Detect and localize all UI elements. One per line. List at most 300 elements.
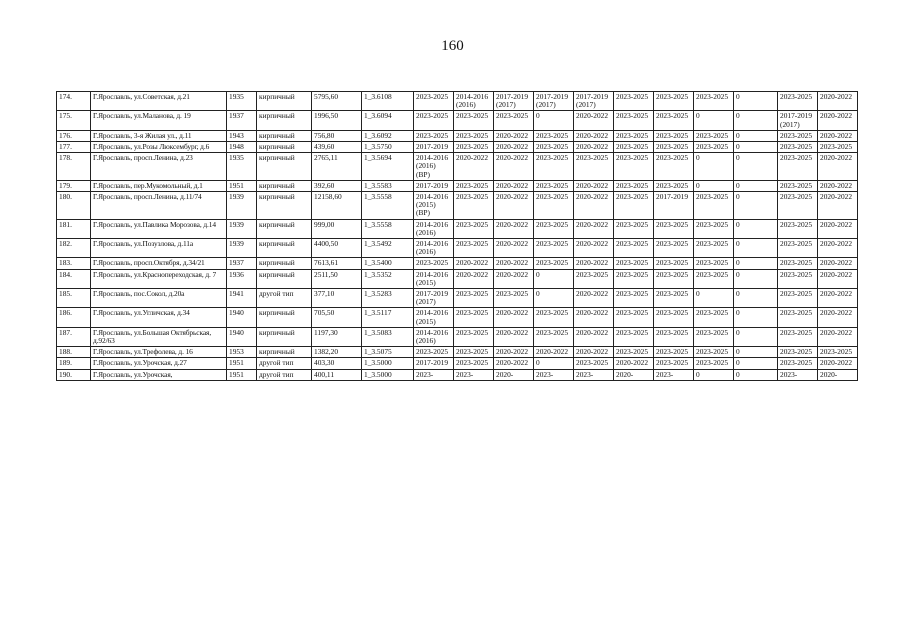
table-row (57, 258, 858, 269)
repair-period-cell: 2020-2022 (574, 347, 614, 358)
repair-period-cell: 2023-2025 (654, 180, 694, 191)
repair-period-cell: 2023-2025 (654, 153, 694, 181)
total-area-cell: 2765,11 (312, 153, 362, 181)
build-year-cell: 1939 (227, 239, 257, 258)
repair-period-cell: 2014-2016 (2015) (414, 308, 454, 327)
building-code-cell: 1_3.6094 (362, 111, 414, 130)
repair-period-cell: 2023-2025 (654, 358, 694, 369)
repair-period-cell: 2023-2025 (534, 258, 574, 269)
table-row (57, 269, 858, 288)
repair-period-cell: 2023-2025 (778, 327, 818, 346)
building-code-cell: 1_3.5583 (362, 180, 414, 191)
repair-period-cell: 2020-2022 (534, 347, 574, 358)
build-year-cell: 1940 (227, 327, 257, 346)
build-year-cell: 1936 (227, 269, 257, 288)
address-cell: Г.Ярославль, пер.Мукомольный, д.1 (91, 180, 227, 191)
building-code-cell: 1_3.6092 (362, 130, 414, 141)
wall-material-cell: кирпичный (257, 327, 312, 346)
repair-period-cell: 2020-2022 (494, 258, 534, 269)
address-cell: Г.Ярославль, ул.Позузлова, д.11а (91, 239, 227, 258)
repair-period-cell: 2020-2022 (818, 92, 858, 111)
build-year-cell: 1941 (227, 289, 257, 308)
total-area-cell: 403,30 (312, 358, 362, 369)
address-cell: Г.Ярославль, ул.Советская, д.21 (91, 92, 227, 111)
repair-period-cell: 2020-2022 (614, 358, 654, 369)
repair-period-cell: 2023-2025 (654, 142, 694, 153)
repair-period-cell: 2020-2022 (494, 219, 534, 238)
repair-period-cell: 0 (694, 289, 734, 308)
repair-period-cell: 2020-2022 (494, 327, 534, 346)
repair-period-cell: 0 (734, 111, 778, 130)
wall-material-cell: кирпичный (257, 239, 312, 258)
row-number-cell: 187. (57, 327, 91, 346)
repair-period-cell: 2023-2025 (614, 327, 654, 346)
table-row (57, 347, 858, 358)
repair-period-cell: 0 (734, 130, 778, 141)
repair-period-cell: 2020-2022 (574, 180, 614, 191)
building-code-cell: 1_3.5083 (362, 327, 414, 346)
repair-period-cell: 0 (734, 92, 778, 111)
repair-period-cell: 2023-2025 (654, 111, 694, 130)
repair-period-cell: 2020-2022 (494, 347, 534, 358)
repair-period-cell: 2023-2025 (694, 130, 734, 141)
row-number-cell: 180. (57, 192, 91, 220)
repair-period-cell: 2020-2022 (574, 142, 614, 153)
repair-period-cell: 0 (534, 111, 574, 130)
row-number-cell: 179. (57, 180, 91, 191)
repair-period-cell: 2023- (414, 369, 454, 380)
repair-period-cell: 2020-2022 (818, 327, 858, 346)
repair-period-cell: 2023-2025 (654, 289, 694, 308)
address-cell: Г.Ярославль, ул.Краснопереходская, д. 7 (91, 269, 227, 288)
repair-period-cell: 2023-2025 (778, 130, 818, 141)
repair-period-cell: 2023-2025 (694, 92, 734, 111)
repair-period-cell: 2014-2016 (2016) (ВР) (414, 153, 454, 181)
building-code-cell: 1_3.6108 (362, 92, 414, 111)
repair-period-cell: 2020-2022 (494, 153, 534, 181)
repair-period-cell: 2020-2022 (574, 219, 614, 238)
total-area-cell: 1382,20 (312, 347, 362, 358)
repair-period-cell: 2023-2025 (694, 358, 734, 369)
repair-period-cell: 2020-2022 (818, 289, 858, 308)
table-row (57, 192, 858, 220)
repair-period-cell: 0 (734, 219, 778, 238)
address-cell: Г.Ярославль, просп.Октября, д.34/21 (91, 258, 227, 269)
repair-period-cell: 2020- (494, 369, 534, 380)
repair-period-cell: 2023-2025 (654, 347, 694, 358)
wall-material-cell: кирпичный (257, 258, 312, 269)
repair-period-cell: 2023-2025 (778, 269, 818, 288)
build-year-cell: 1939 (227, 219, 257, 238)
row-number-cell: 189. (57, 358, 91, 369)
repair-period-cell: 0 (734, 358, 778, 369)
repair-period-cell: 2023-2025 (694, 142, 734, 153)
build-year-cell: 1951 (227, 358, 257, 369)
table-row (57, 369, 858, 380)
building-code-cell: 1_3.5352 (362, 269, 414, 288)
row-number-cell: 188. (57, 347, 91, 358)
repair-period-cell: 2023-2025 (534, 130, 574, 141)
row-number-cell: 174. (57, 92, 91, 111)
repair-period-cell: 2023-2025 (778, 192, 818, 220)
repair-period-cell: 2020- (614, 369, 654, 380)
repair-period-cell: 2023-2025 (694, 192, 734, 220)
repair-period-cell: 2020-2022 (574, 289, 614, 308)
wall-material-cell: другой тип (257, 358, 312, 369)
repair-period-cell: 2023-2025 (654, 269, 694, 288)
repair-period-cell: 2020- (818, 369, 858, 380)
table-row (57, 180, 858, 191)
repair-period-cell: 2023-2025 (778, 308, 818, 327)
total-area-cell: 7613,61 (312, 258, 362, 269)
address-cell: Г.Ярославль, ул.Маланова, д. 19 (91, 111, 227, 130)
repair-period-cell: 2020-2022 (574, 308, 614, 327)
repair-period-cell: 2023-2025 (778, 358, 818, 369)
address-cell: Г.Ярославль, ул.Урочская, (91, 369, 227, 380)
repair-period-cell: 2023-2025 (654, 327, 694, 346)
table-row (57, 219, 858, 238)
total-area-cell: 1197,30 (312, 327, 362, 346)
wall-material-cell: кирпичный (257, 130, 312, 141)
repair-period-cell: 2020-2022 (574, 327, 614, 346)
repair-period-cell: 2023-2025 (534, 327, 574, 346)
wall-material-cell: кирпичный (257, 142, 312, 153)
row-number-cell: 178. (57, 153, 91, 181)
repair-period-cell: 2020-2022 (494, 130, 534, 141)
building-code-cell: 1_3.5558 (362, 219, 414, 238)
repair-period-cell: 2023-2025 (454, 358, 494, 369)
address-cell: Г.Ярославль, 3-я Жилая ул., д.11 (91, 130, 227, 141)
repair-period-cell: 2020-2022 (574, 239, 614, 258)
repair-period-cell: 2023-2025 (654, 219, 694, 238)
repair-period-cell: 2014-2016 (2015) (ВР) (414, 192, 454, 220)
wall-material-cell: кирпичный (257, 219, 312, 238)
repair-period-cell: 2017-2019 (2017) (494, 92, 534, 111)
repair-period-cell: 2023-2025 (694, 308, 734, 327)
repair-period-cell: 2020-2022 (574, 111, 614, 130)
table-body (57, 92, 858, 381)
repair-period-cell: 2023-2025 (614, 219, 654, 238)
build-year-cell: 1943 (227, 130, 257, 141)
total-area-cell: 4400,50 (312, 239, 362, 258)
wall-material-cell: другой тип (257, 289, 312, 308)
repair-period-cell: 2023-2025 (614, 92, 654, 111)
total-area-cell: 12158,60 (312, 192, 362, 220)
address-cell: Г.Ярославль, просп.Ленина, д.11/74 (91, 192, 227, 220)
repair-period-cell: 2023-2025 (454, 308, 494, 327)
building-code-cell: 1_3.5400 (362, 258, 414, 269)
repair-period-cell: 2023-2025 (614, 180, 654, 191)
repair-period-cell: 2017-2019 (2017) (574, 92, 614, 111)
repair-period-cell: 2020-2022 (494, 358, 534, 369)
repair-period-cell: 2020-2022 (494, 308, 534, 327)
repair-period-cell: 2023-2025 (534, 219, 574, 238)
address-cell: Г.Ярославль, ул.Угличская, д.34 (91, 308, 227, 327)
wall-material-cell: кирпичный (257, 180, 312, 191)
repair-period-cell: 2017-2019 (654, 192, 694, 220)
total-area-cell: 1996,50 (312, 111, 362, 130)
repair-period-cell: 2020-2022 (818, 258, 858, 269)
repair-period-cell: 2020-2022 (818, 111, 858, 130)
build-year-cell: 1948 (227, 142, 257, 153)
build-year-cell: 1935 (227, 92, 257, 111)
row-number-cell: 183. (57, 258, 91, 269)
repair-period-cell: 2023-2025 (614, 258, 654, 269)
repair-period-cell: 2017-2019 (2017) (414, 289, 454, 308)
wall-material-cell: кирпичный (257, 347, 312, 358)
total-area-cell: 5795,60 (312, 92, 362, 111)
repair-period-cell: 0 (694, 369, 734, 380)
repair-period-cell: 2023-2025 (694, 347, 734, 358)
wall-material-cell: кирпичный (257, 308, 312, 327)
repair-period-cell: 2023-2025 (454, 239, 494, 258)
repair-period-cell: 2023-2025 (778, 142, 818, 153)
table-row (57, 142, 858, 153)
building-code-cell: 1_3.5000 (362, 369, 414, 380)
repair-period-cell: 2020-2022 (494, 269, 534, 288)
repair-period-cell: 2023-2025 (454, 192, 494, 220)
repair-period-cell: 2017-2019 (414, 180, 454, 191)
repair-period-cell: 2023-2025 (654, 239, 694, 258)
repair-period-cell: 0 (734, 142, 778, 153)
repair-period-cell: 0 (734, 347, 778, 358)
repair-period-cell: 0 (734, 192, 778, 220)
repair-period-cell: 2020-2022 (818, 239, 858, 258)
repair-period-cell: 2023-2025 (454, 130, 494, 141)
repair-period-cell: 2023-2025 (654, 130, 694, 141)
wall-material-cell: кирпичный (257, 111, 312, 130)
address-cell: Г.Ярославль, ул.Розы Люксембург, д.6 (91, 142, 227, 153)
repair-period-cell: 2023-2025 (454, 111, 494, 130)
repair-period-cell: 2023-2025 (574, 153, 614, 181)
table-row (57, 153, 858, 181)
repair-period-cell: 2023-2025 (614, 153, 654, 181)
repair-period-cell: 2023-2025 (778, 180, 818, 191)
repair-period-cell: 2017-2019 (2017) (534, 92, 574, 111)
build-year-cell: 1935 (227, 153, 257, 181)
build-year-cell: 1953 (227, 347, 257, 358)
repair-period-cell: 2023-2025 (414, 258, 454, 269)
repair-period-cell: 0 (734, 327, 778, 346)
total-area-cell: 2511,50 (312, 269, 362, 288)
table-row (57, 289, 858, 308)
repair-period-cell: 0 (734, 269, 778, 288)
row-number-cell: 185. (57, 289, 91, 308)
repair-period-cell: 2023-2025 (454, 180, 494, 191)
repair-period-cell: 2023-2025 (494, 289, 534, 308)
repair-period-cell: 2017-2019 (414, 142, 454, 153)
table-row (57, 358, 858, 369)
total-area-cell: 705,50 (312, 308, 362, 327)
table-row (57, 308, 858, 327)
repair-period-cell: 0 (694, 180, 734, 191)
repair-period-cell: 2023-2025 (414, 111, 454, 130)
repair-period-cell: 2023-2025 (414, 347, 454, 358)
repair-period-cell: 2023-2025 (778, 153, 818, 181)
repair-period-cell: 2023- (534, 369, 574, 380)
repair-period-cell: 2023-2025 (574, 269, 614, 288)
repair-period-cell: 2023-2025 (574, 358, 614, 369)
repair-period-cell: 2023- (574, 369, 614, 380)
repair-period-cell: 2023-2025 (694, 219, 734, 238)
total-area-cell: 377,10 (312, 289, 362, 308)
repair-period-cell: 0 (734, 258, 778, 269)
row-number-cell: 184. (57, 269, 91, 288)
build-year-cell: 1937 (227, 258, 257, 269)
repair-period-cell: 2023-2025 (778, 92, 818, 111)
repair-period-cell: 2023-2025 (778, 239, 818, 258)
repair-period-cell: 2014-2016 (2016) (414, 239, 454, 258)
repair-period-cell: 2020-2022 (574, 192, 614, 220)
repair-period-cell: 0 (734, 239, 778, 258)
wall-material-cell: кирпичный (257, 153, 312, 181)
wall-material-cell: кирпичный (257, 92, 312, 111)
page-number: 160 (441, 38, 464, 54)
repair-period-cell: 2023-2025 (614, 130, 654, 141)
repair-period-cell: 2023-2025 (694, 269, 734, 288)
row-number-cell: 175. (57, 111, 91, 130)
total-area-cell: 392,60 (312, 180, 362, 191)
repair-period-cell: 2020-2022 (494, 239, 534, 258)
repair-period-cell: 0 (534, 269, 574, 288)
total-area-cell: 756,80 (312, 130, 362, 141)
repair-period-cell: 2020-2022 (454, 269, 494, 288)
building-code-cell: 1_3.5075 (362, 347, 414, 358)
repair-period-cell: 2017-2019 (2017) (778, 111, 818, 130)
repair-period-cell: 2023-2025 (614, 239, 654, 258)
address-cell: Г.Ярославль, пос.Сокол, д.20а (91, 289, 227, 308)
building-code-cell: 1_3.5283 (362, 289, 414, 308)
repair-period-cell: 0 (694, 111, 734, 130)
repair-period-cell: 0 (734, 289, 778, 308)
repair-period-cell: 2023-2025 (694, 239, 734, 258)
repair-period-cell: 2014-2016 (2015) (414, 269, 454, 288)
repair-period-cell: 2023-2025 (534, 153, 574, 181)
repair-period-cell: 2014-2016 (2016) (454, 92, 494, 111)
repair-period-cell: 2020-2022 (818, 219, 858, 238)
repair-period-cell: 0 (734, 308, 778, 327)
repair-period-cell: 2020-2022 (454, 258, 494, 269)
repair-period-cell: 2020-2022 (818, 180, 858, 191)
address-cell: Г.Ярославль, ул.Трефолева, д. 16 (91, 347, 227, 358)
build-year-cell: 1937 (227, 111, 257, 130)
table-row (57, 327, 858, 346)
table-row (57, 111, 858, 130)
repair-period-cell: 2020-2022 (818, 192, 858, 220)
building-code-cell: 1_3.5117 (362, 308, 414, 327)
table-row (57, 130, 858, 141)
repair-period-cell: 2023-2025 (778, 347, 818, 358)
repair-period-cell: 2023-2025 (654, 92, 694, 111)
building-code-cell: 1_3.5750 (362, 142, 414, 153)
repair-period-cell: 0 (534, 289, 574, 308)
repair-period-cell: 2023-2025 (494, 111, 534, 130)
repair-period-cell: 2014-2016 (2016) (414, 327, 454, 346)
repair-period-cell: 2023-2025 (534, 180, 574, 191)
housing-repair-schedule-table (56, 91, 858, 381)
repair-period-cell: 2023-2025 (414, 130, 454, 141)
repair-period-cell: 2023-2025 (614, 289, 654, 308)
repair-period-cell: 2023-2025 (414, 92, 454, 111)
row-number-cell: 182. (57, 239, 91, 258)
repair-period-cell: 2020-2022 (454, 153, 494, 181)
repair-period-cell: 2023-2025 (654, 258, 694, 269)
total-area-cell: 439,60 (312, 142, 362, 153)
repair-period-cell: 2023-2025 (454, 347, 494, 358)
repair-period-cell: 2014-2016 (2016) (414, 219, 454, 238)
repair-period-cell: 2020-2022 (574, 130, 614, 141)
build-year-cell: 1939 (227, 192, 257, 220)
repair-period-cell: 2023-2025 (454, 142, 494, 153)
repair-period-cell: 2023-2025 (654, 308, 694, 327)
repair-period-cell: 2020-2022 (818, 153, 858, 181)
repair-period-cell: 0 (734, 369, 778, 380)
repair-period-cell: 0 (694, 153, 734, 181)
repair-period-cell: 2020-2022 (494, 180, 534, 191)
total-area-cell: 400,11 (312, 369, 362, 380)
wall-material-cell: другой тип (257, 369, 312, 380)
address-cell: Г.Ярославль, ул.Урочская, д.27 (91, 358, 227, 369)
building-code-cell: 1_3.5558 (362, 192, 414, 220)
repair-period-cell: 2023-2025 (614, 269, 654, 288)
repair-period-cell: 2020-2022 (494, 142, 534, 153)
repair-period-cell: 2023-2025 (614, 308, 654, 327)
address-cell: Г.Ярославль, ул.Павлика Морозова, д.14 (91, 219, 227, 238)
repair-period-cell: 2023-2025 (778, 219, 818, 238)
repair-period-cell: 2023-2025 (534, 308, 574, 327)
repair-period-cell: 2020-2022 (818, 358, 858, 369)
wall-material-cell: кирпичный (257, 269, 312, 288)
repair-period-cell: 2023-2025 (534, 192, 574, 220)
repair-period-cell: 2023- (778, 369, 818, 380)
repair-period-cell: 2020-2022 (818, 130, 858, 141)
total-area-cell: 999,00 (312, 219, 362, 238)
address-cell: Г.Ярославль, просп.Ленина, д.23 (91, 153, 227, 181)
repair-period-cell: 0 (734, 180, 778, 191)
row-number-cell: 176. (57, 130, 91, 141)
building-code-cell: 1_3.5000 (362, 358, 414, 369)
repair-period-cell: 2023-2025 (454, 219, 494, 238)
row-number-cell: 190. (57, 369, 91, 380)
row-number-cell: 181. (57, 219, 91, 238)
build-year-cell: 1951 (227, 369, 257, 380)
table-row (57, 92, 858, 111)
repair-period-cell: 2023- (454, 369, 494, 380)
repair-period-cell: 2023-2025 (454, 289, 494, 308)
repair-period-cell: 2020-2022 (494, 192, 534, 220)
row-number-cell: 177. (57, 142, 91, 153)
repair-period-cell: 2020-2022 (818, 269, 858, 288)
building-code-cell: 1_3.5492 (362, 239, 414, 258)
repair-period-cell: 2023-2025 (614, 142, 654, 153)
row-number-cell: 186. (57, 308, 91, 327)
repair-period-cell: 2023-2025 (778, 289, 818, 308)
building-code-cell: 1_3.5694 (362, 153, 414, 181)
repair-period-cell: 2023-2025 (694, 258, 734, 269)
address-cell: Г.Ярославль, ул.Большая Октябрьская, д.92/63 (91, 327, 227, 346)
repair-period-cell: 2020-2022 (818, 308, 858, 327)
table-row (57, 239, 858, 258)
repair-period-cell: 0 (534, 358, 574, 369)
repair-period-cell: 0 (734, 153, 778, 181)
repair-period-cell: 2023-2025 (614, 347, 654, 358)
repair-period-cell: 2023-2025 (694, 327, 734, 346)
repair-period-cell: 2023-2025 (614, 111, 654, 130)
repair-period-cell: 2023-2025 (534, 239, 574, 258)
build-year-cell: 1951 (227, 180, 257, 191)
repair-period-cell: 2023-2025 (818, 142, 858, 153)
repair-period-cell: 2023-2025 (454, 327, 494, 346)
